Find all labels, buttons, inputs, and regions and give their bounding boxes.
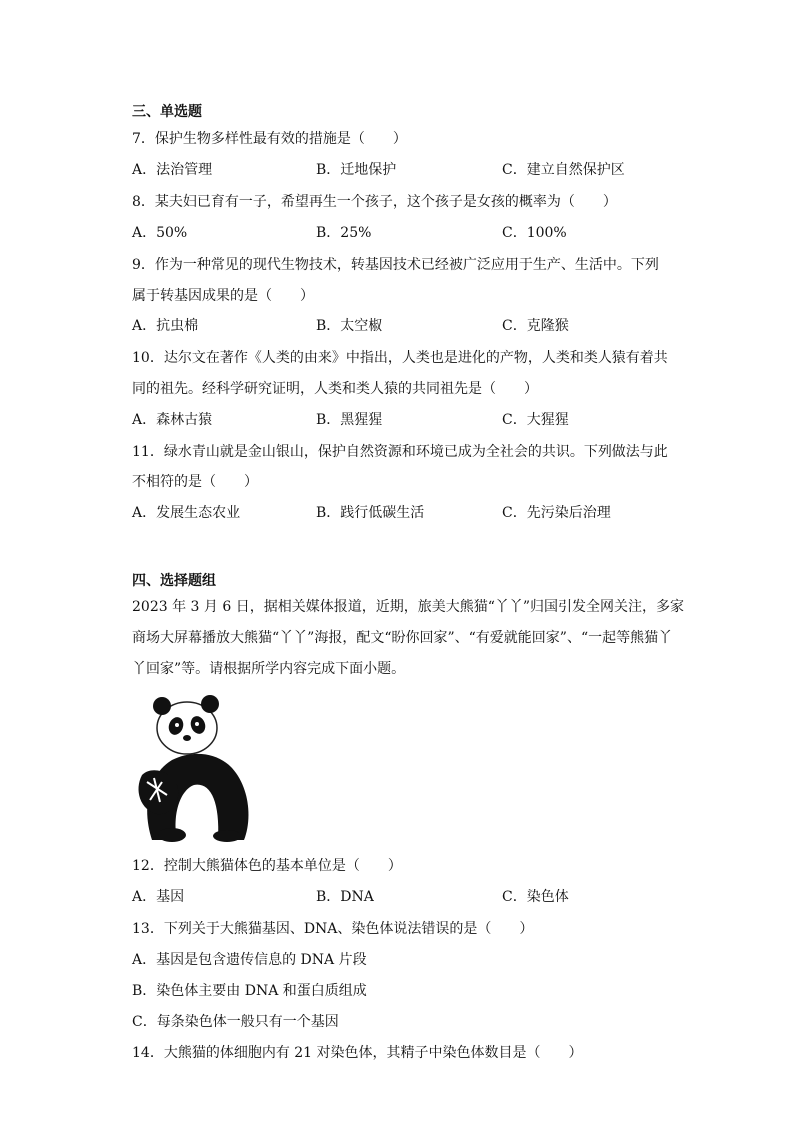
question-13-option-c: C．每条染色体一般只有一个基因 — [132, 1014, 339, 1030]
question-9-stem-line2: 属于转基因成果的是（ ） — [132, 288, 314, 304]
passage-line-1: 2023 年 3 月 6 日，据相关媒体报道，近期，旅美大熊猫“丫丫”归国引发全网关注，多家 — [132, 599, 685, 615]
question-12-stem: 12．控制大熊猫体色的基本单位是（ ） — [132, 858, 402, 874]
question-13-stem: 13．下列关于大熊猫基因、DNA、染色体说法错误的是（ ） — [132, 921, 534, 937]
question-9-option-a: A．抗虫棉 — [132, 318, 199, 334]
question-12-option-a: A．基因 — [132, 889, 185, 905]
question-14-stem: 14．大熊猫的体细胞内有 21 对染色体，其精子中染色体数目是（ ） — [132, 1045, 583, 1061]
section-heading-single-choice: 三、单选题 — [132, 104, 202, 120]
passage-line-3: 丫回家”等。请根据所学内容完成下面小题。 — [132, 661, 406, 677]
question-11-option-c: C．先污染后治理 — [502, 505, 611, 521]
question-10-option-a: A．森林古猿 — [132, 412, 213, 428]
question-10-stem-line2: 同的祖先。经科学研究证明，人类和类人猿的共同祖先是（ ） — [132, 381, 538, 397]
question-12-option-c: C．染色体 — [502, 889, 569, 905]
question-9-option-b: B．太空椒 — [316, 318, 383, 334]
question-8-option-b: B．25% — [316, 225, 372, 241]
question-7-option-b: B．迁地保护 — [316, 162, 397, 178]
section-heading-question-group: 四、选择题组 — [132, 573, 216, 589]
question-8-option-c: C．100% — [502, 225, 567, 241]
question-10-option-c: C．大猩猩 — [502, 412, 569, 428]
question-9-option-c: C．克隆猴 — [502, 318, 569, 334]
question-10-stem-line1: 10．达尔文在著作《人类的由来》中指出，人类也是进化的产物，人类和类人猿有着共 — [132, 350, 668, 366]
question-7-option-c: C．建立自然保护区 — [502, 162, 625, 178]
question-10-option-b: B．黑猩猩 — [316, 412, 383, 428]
question-13-option-b: B．染色体主要由 DNA 和蛋白质组成 — [132, 983, 367, 999]
question-11-option-a: A．发展生态农业 — [132, 505, 241, 521]
question-11-option-b: B．践行低碳生活 — [316, 505, 425, 521]
question-9-stem-line1: 9．作为一种常见的现代生物技术，转基因技术已经被广泛应用于生产、生活中。下列 — [132, 257, 659, 273]
question-13-option-a: A．基因是包含遗传信息的 DNA 片段 — [132, 952, 367, 968]
question-12-option-b: B．DNA — [316, 889, 374, 905]
question-7-stem: 7．保护生物多样性最有效的措施是（ ） — [132, 131, 407, 147]
question-7-option-a: A．法治管理 — [132, 162, 213, 178]
passage-line-2: 商场大屏幕播放大熊猫“丫丫”海报，配文“盼你回家”、“有爱就能回家”、“一起等熊猫丫 — [132, 630, 673, 646]
question-11-stem-line1: 11．绿水青山就是金山银山，保护自然资源和环境已成为全社会的共识。下列做法与此 — [132, 444, 668, 460]
question-8-option-a: A．50% — [132, 225, 188, 241]
question-8-stem: 8．某夫妇已育有一子，希望再生一个孩子，这个孩子是女孩的概率为（ ） — [132, 194, 617, 210]
panda-illustration — [132, 690, 257, 842]
question-11-stem-line2: 不相符的是（ ） — [132, 474, 258, 490]
